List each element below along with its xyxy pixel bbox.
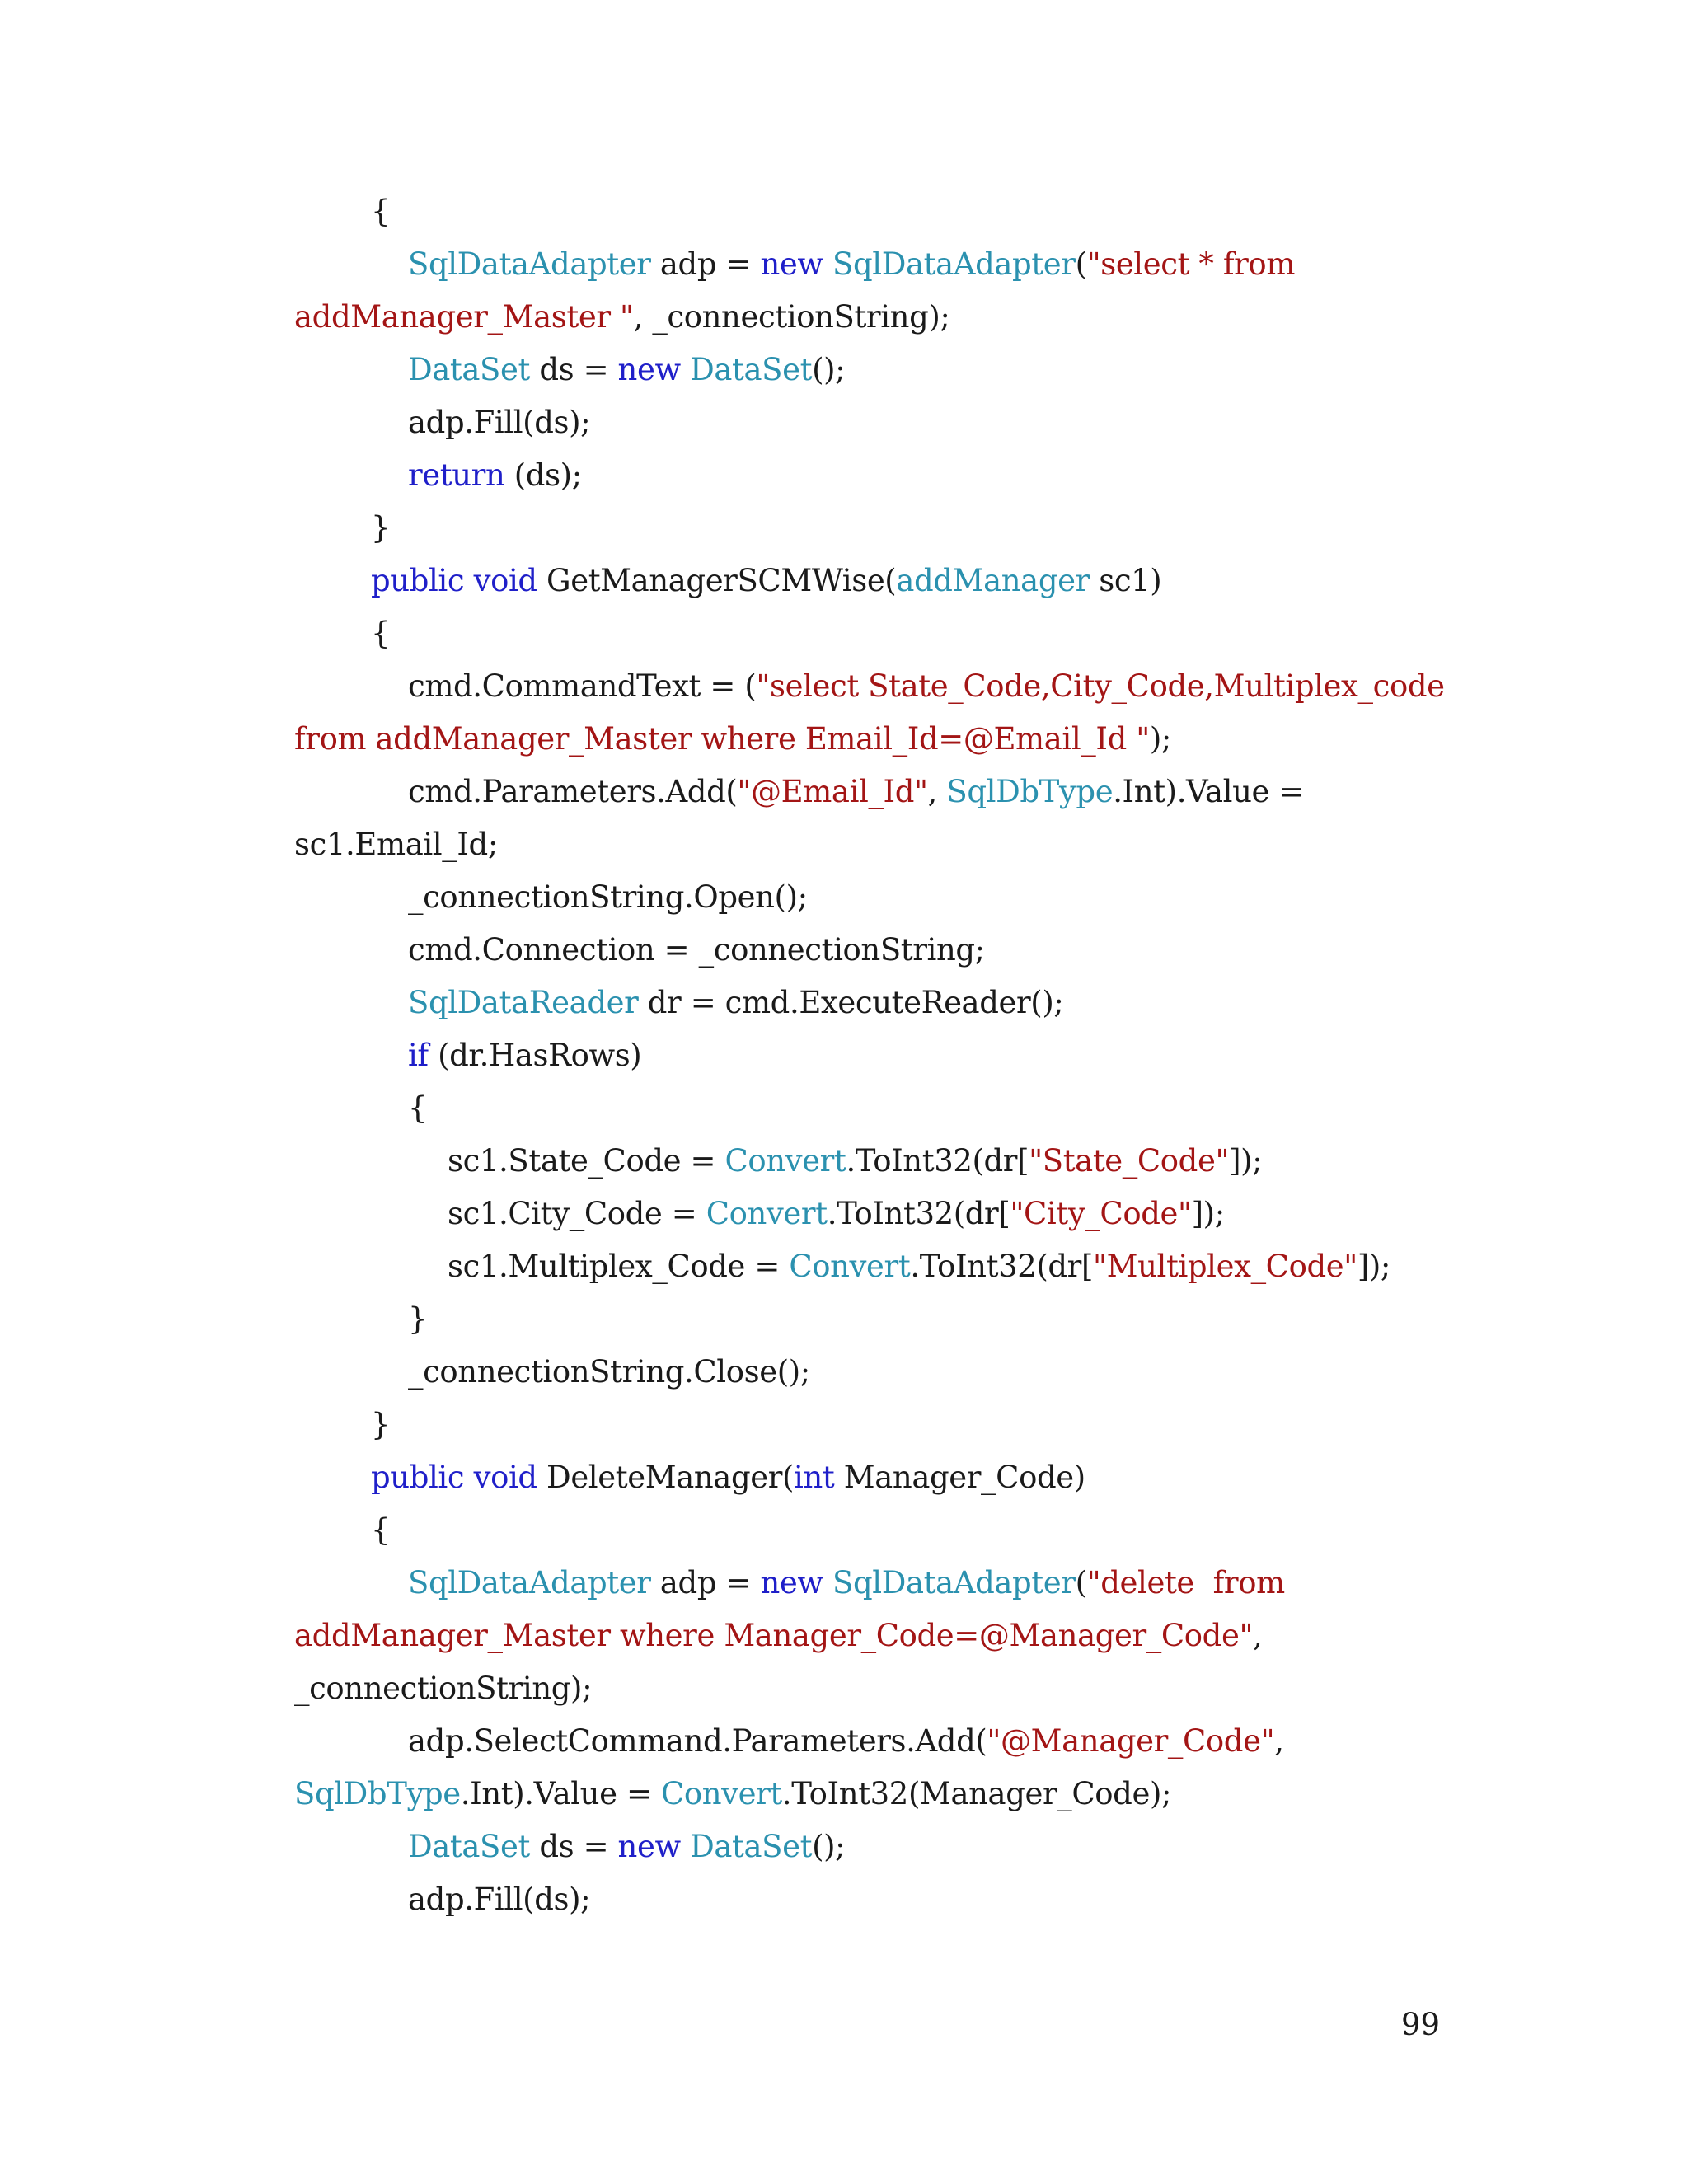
code-token: Convert — [724, 1143, 846, 1179]
code-token — [681, 1829, 690, 1864]
code-line — [408, 982, 1063, 1024]
code-token: .Int).Value = — [460, 1776, 661, 1811]
code-token: sc1.Email_Id; — [294, 827, 498, 862]
code-line — [294, 1615, 1262, 1657]
code-token: public — [371, 1460, 465, 1495]
code-token — [823, 246, 832, 282]
code-line — [408, 455, 582, 496]
code-token: return — [408, 457, 505, 493]
code-token: cmd.Connection = _connectionString; — [408, 932, 985, 968]
code-line — [408, 1879, 590, 1920]
code-token: (ds); — [504, 457, 582, 493]
code-line — [408, 877, 808, 918]
code-token: adp.Fill(ds); — [408, 1882, 591, 1917]
code-token: new — [760, 246, 823, 282]
code-token: sc1.State_Code = — [448, 1143, 725, 1179]
code-token: DataSet — [690, 1829, 813, 1864]
code-token: } — [371, 510, 391, 546]
code-token: { — [371, 1512, 391, 1548]
code-token: _connectionString); — [294, 1671, 593, 1706]
code-line — [371, 191, 390, 232]
code-token: new — [617, 352, 681, 387]
code-token: ]); — [1229, 1143, 1263, 1179]
code-line — [408, 1088, 427, 1129]
code-line — [294, 1774, 1171, 1815]
code-line — [408, 1035, 641, 1076]
code-token: void — [473, 563, 537, 598]
code-token: "select State_Code,City_Code,Multiplex_code — [756, 668, 1445, 704]
code-token: DataSet — [408, 1829, 530, 1864]
page-number: 99 — [1401, 2007, 1441, 2042]
code-token: int — [794, 1460, 835, 1495]
code-token: (); — [812, 352, 846, 387]
code-token: "@Email_Id" — [737, 774, 928, 809]
code-token: .ToInt32(dr[ — [827, 1196, 1010, 1231]
code-token: GetManagerSCMWise( — [537, 563, 897, 598]
code-token: ); — [1149, 721, 1171, 757]
code-token — [464, 563, 473, 598]
code-line — [448, 1193, 1225, 1235]
code-line — [408, 1299, 427, 1340]
code-line — [408, 1721, 1284, 1762]
code-token: DeleteManager( — [537, 1460, 795, 1495]
code-token: ds = — [529, 352, 618, 387]
code-token: , _connectionString); — [633, 299, 950, 335]
code-token: cmd.Parameters.Add( — [408, 774, 738, 809]
code-line — [294, 297, 950, 338]
code-token: , — [927, 774, 947, 809]
code-token: { — [408, 1090, 428, 1126]
code-token: SqlDbType — [946, 774, 1114, 809]
code-token: , — [1253, 1618, 1263, 1653]
code-token: } — [408, 1301, 428, 1337]
code-token: "State_Code" — [1029, 1143, 1230, 1179]
code-token: "Multiplex_Code" — [1093, 1249, 1357, 1284]
code-line — [294, 1668, 592, 1709]
code-token: (); — [812, 1829, 846, 1864]
code-token: "delete from — [1086, 1565, 1285, 1601]
code-token: Convert — [660, 1776, 782, 1811]
code-token — [823, 1565, 832, 1601]
code-token: adp = — [650, 1565, 761, 1601]
code-token: SqlDbType — [294, 1776, 461, 1811]
code-token: adp.SelectCommand.Parameters.Add( — [408, 1723, 987, 1759]
code-token: { — [371, 194, 391, 229]
code-token: , — [1274, 1723, 1284, 1759]
code-token: addManager — [896, 563, 1090, 598]
code-token: { — [371, 616, 391, 651]
code-token: _connectionString.Open(); — [408, 879, 808, 915]
code-token: .ToInt32(Manager_Code); — [781, 1776, 1172, 1811]
code-line — [408, 1563, 1285, 1604]
code-token: if — [408, 1038, 429, 1073]
code-line — [408, 349, 845, 391]
code-token: .ToInt32(dr[ — [910, 1249, 1094, 1284]
code-token: .Int).Value = — [1113, 774, 1304, 809]
code-token: adp.Fill(ds); — [408, 405, 591, 440]
code-line — [408, 402, 590, 443]
code-line — [371, 1457, 1085, 1498]
code-token: .ToInt32(dr[ — [846, 1143, 1029, 1179]
code-line — [408, 1826, 845, 1868]
code-token: cmd.CommandText = ( — [408, 668, 757, 704]
code-line — [408, 771, 1304, 813]
code-line — [448, 1246, 1390, 1287]
code-token: sc1.Multiplex_Code = — [448, 1249, 790, 1284]
code-token: Convert — [706, 1196, 828, 1231]
code-token: SqlDataAdapter — [408, 1565, 651, 1601]
code-line — [408, 930, 985, 971]
code-token: Convert — [789, 1249, 911, 1284]
code-token: from addManager_Master where Email_Id=@Email_Id " — [294, 721, 1150, 757]
code-line — [371, 560, 1161, 602]
code-token: "@Manager_Code" — [987, 1723, 1275, 1759]
code-token: "select * from — [1086, 246, 1295, 282]
code-token: public — [371, 563, 465, 598]
code-line — [408, 666, 1445, 707]
code-token: SqlDataAdapter — [832, 1565, 1076, 1601]
code-token: ( — [1075, 246, 1087, 282]
code-token: } — [371, 1407, 391, 1442]
code-token — [681, 352, 690, 387]
code-token: void — [473, 1460, 537, 1495]
code-token: DataSet — [690, 352, 813, 387]
code-line — [408, 1352, 810, 1393]
code-token: ds = — [529, 1829, 618, 1864]
code-token: addManager_Master " — [294, 299, 634, 335]
code-token: "City_Code" — [1010, 1196, 1192, 1231]
code-line — [371, 1404, 390, 1446]
code-line — [448, 1141, 1262, 1182]
code-token: new — [760, 1565, 823, 1601]
code-line — [408, 244, 1295, 285]
code-token — [464, 1460, 473, 1495]
code-token: Manager_Code) — [834, 1460, 1085, 1495]
code-token: ]); — [1191, 1196, 1225, 1231]
code-line — [371, 613, 390, 654]
code-token: ]); — [1357, 1249, 1390, 1284]
code-token: sc1) — [1089, 563, 1162, 598]
code-token: ( — [1075, 1565, 1087, 1601]
code-token: new — [617, 1829, 681, 1864]
code-token: DataSet — [408, 352, 530, 387]
code-line — [294, 824, 498, 865]
code-token: SqlDataAdapter — [408, 246, 651, 282]
code-token: SqlDataAdapter — [832, 246, 1076, 282]
code-line — [371, 508, 390, 549]
code-token: (dr.HasRows) — [428, 1038, 642, 1073]
code-token: addManager_Master where Manager_Code=@Manager_Code" — [294, 1618, 1254, 1653]
code-line — [294, 719, 1171, 760]
code-line — [371, 1510, 390, 1551]
code-token: dr = cmd.ExecuteReader(); — [638, 985, 1064, 1020]
code-token: _connectionString.Close(); — [408, 1354, 810, 1390]
code-token: adp = — [650, 246, 761, 282]
code-token: SqlDataReader — [408, 985, 639, 1020]
code-token: sc1.City_Code = — [448, 1196, 706, 1231]
